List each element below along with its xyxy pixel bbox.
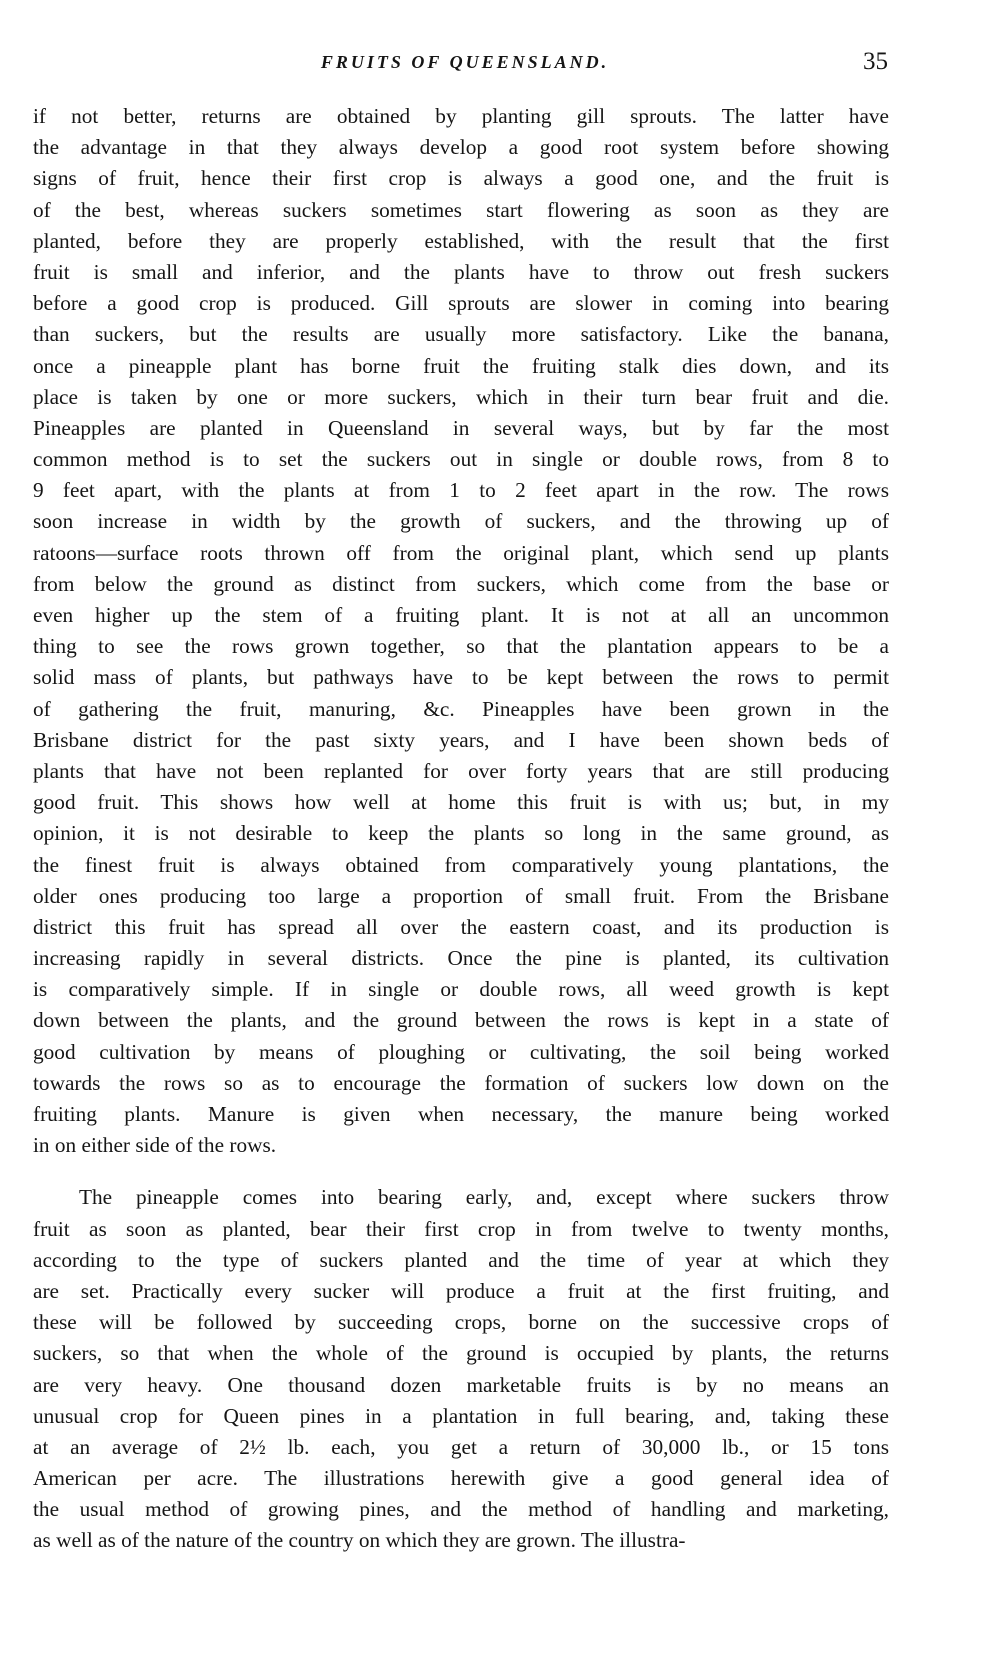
text-line: the usual method of growing pines, and the method of handling and marketing,: [33, 1497, 889, 1522]
text-line: signs of fruit, hence their first crop is always a good one, and the fruit is: [33, 166, 889, 191]
text-line: place is taken by one or more suckers, which in their turn bear fruit and die.: [33, 384, 889, 409]
text-line: even higher up the stem of a fruiting plant. It is not at all an uncommon: [33, 603, 889, 627]
text-line: solid mass of plants, but pathways have to be kept between the rows to permit: [33, 665, 889, 690]
running-header: [0, 48, 1000, 84]
paragraph: [33, 101, 889, 1161]
text-line: before a good crop is produced. Gill sprouts are slower in coming into bearing: [33, 291, 889, 316]
text-line: once a pineapple plant has borne fruit the fruiting stalk dies down, and its: [33, 353, 889, 378]
text-line: American per acre. The illustrations herewith give a good general idea of: [33, 1466, 889, 1491]
text-line: ratoons—surface roots thrown off from the original plant, which send up plants: [33, 540, 889, 565]
text-line: The pineapple comes into bearing early, and, except where suckers throw: [79, 1185, 889, 1210]
text-line: in on either side of the rows.: [33, 1133, 277, 1158]
text-line: towards the rows so as to encourage the formation of suckers low down on the: [33, 1070, 889, 1095]
text-line: the finest fruit is always obtained from comparatively young plantations, the: [33, 852, 889, 877]
text-line: unusual crop for Queen pines in a plantation in full bearing, and, taking these: [33, 1403, 889, 1428]
text-line: district this fruit has spread all over the eastern coast, and its production is: [33, 914, 889, 939]
text-line: good fruit. This shows how well at home this fruit is with us; but, in my: [33, 790, 889, 815]
text-line: plants that have not been replanted for over forty years that are still producing: [33, 758, 889, 783]
page-number: 35: [863, 48, 888, 75]
text-line: these will be followed by succeeding crops, borne on the successive crops of: [33, 1310, 889, 1335]
paragraph: [33, 1182, 889, 1556]
text-line: good cultivation by means of ploughing or cultivating, the soil being worked: [33, 1039, 889, 1064]
text-line: at an average of 2½ lb. each, you get a return of 30,000 lb., or 15 tons: [33, 1434, 889, 1459]
text-line: Pineapples are planted in Queensland in several ways, but by far the most: [33, 415, 889, 440]
running-title: FRUITS OF QUEENSLAND.: [320, 52, 610, 72]
text-line: from below the ground as distinct from suckers, which come from the base or: [33, 571, 889, 596]
text-line: soon increase in width by the growth of suckers, and the throwing up of: [33, 509, 889, 534]
text-line: common method is to set the suckers out in single or double rows, from 8 to: [33, 447, 889, 472]
text-line: if not better, returns are obtained by planting gill sprouts. The latter have: [33, 104, 889, 128]
text-line: planted, before they are properly established, with the result that the first: [33, 228, 889, 253]
text-line: increasing rapidly in several districts. Once the pine is planted, its cultivation: [33, 946, 889, 971]
text-line: of gathering the fruit, manuring, &c. Pineapples have been grown in the: [33, 696, 889, 721]
text-line: is comparatively simple. If in single or double rows, all weed growth is kept: [33, 977, 889, 1002]
text-line: the advantage in that they always develop a good root system before showing: [33, 135, 889, 160]
text-line: are set. Practically every sucker will produce a fruit at the first fruiting, and: [33, 1278, 889, 1303]
text-line: than suckers, but the results are usually more satisfactory. Like the banana,: [33, 322, 889, 347]
text-line: fruit as soon as planted, bear their first crop in from twelve to twenty months,: [33, 1216, 889, 1241]
text-line: 9 feet apart, with the plants at from 1 to 2 feet apart in the row. The rows: [33, 478, 889, 503]
text-line: suckers, so that when the whole of the ground is occupied by plants, the returns: [33, 1341, 889, 1366]
text-line: according to the type of suckers planted and the time of year at which they: [33, 1247, 889, 1272]
text-line: fruiting plants. Manure is given when necessary, the manure being worked: [33, 1102, 889, 1126]
text-line: older ones producing too large a proportion of small fruit. From the Brisbane: [33, 883, 889, 908]
text-line: as well as of the nature of the country on which they are grown. The illustra-: [33, 1528, 686, 1553]
text-line: down between the plants, and the ground between the rows is kept in a state of: [33, 1008, 889, 1033]
text-line: are very heavy. One thousand dozen marketable fruits is by no means an: [33, 1372, 889, 1397]
text-line: opinion, it is not desirable to keep the plants so long in the same ground, as: [33, 821, 889, 846]
text-line: of the best, whereas suckers sometimes start flowering as soon as they are: [33, 197, 889, 222]
text-line: thing to see the rows grown together, so that the plantation appears to be a: [33, 634, 889, 659]
text-line: fruit is small and inferior, and the plants have to throw out fresh suckers: [33, 259, 889, 284]
body-text: [33, 101, 889, 1557]
text-line: Brisbane district for the past sixty years, and I have been shown beds of: [33, 727, 889, 752]
